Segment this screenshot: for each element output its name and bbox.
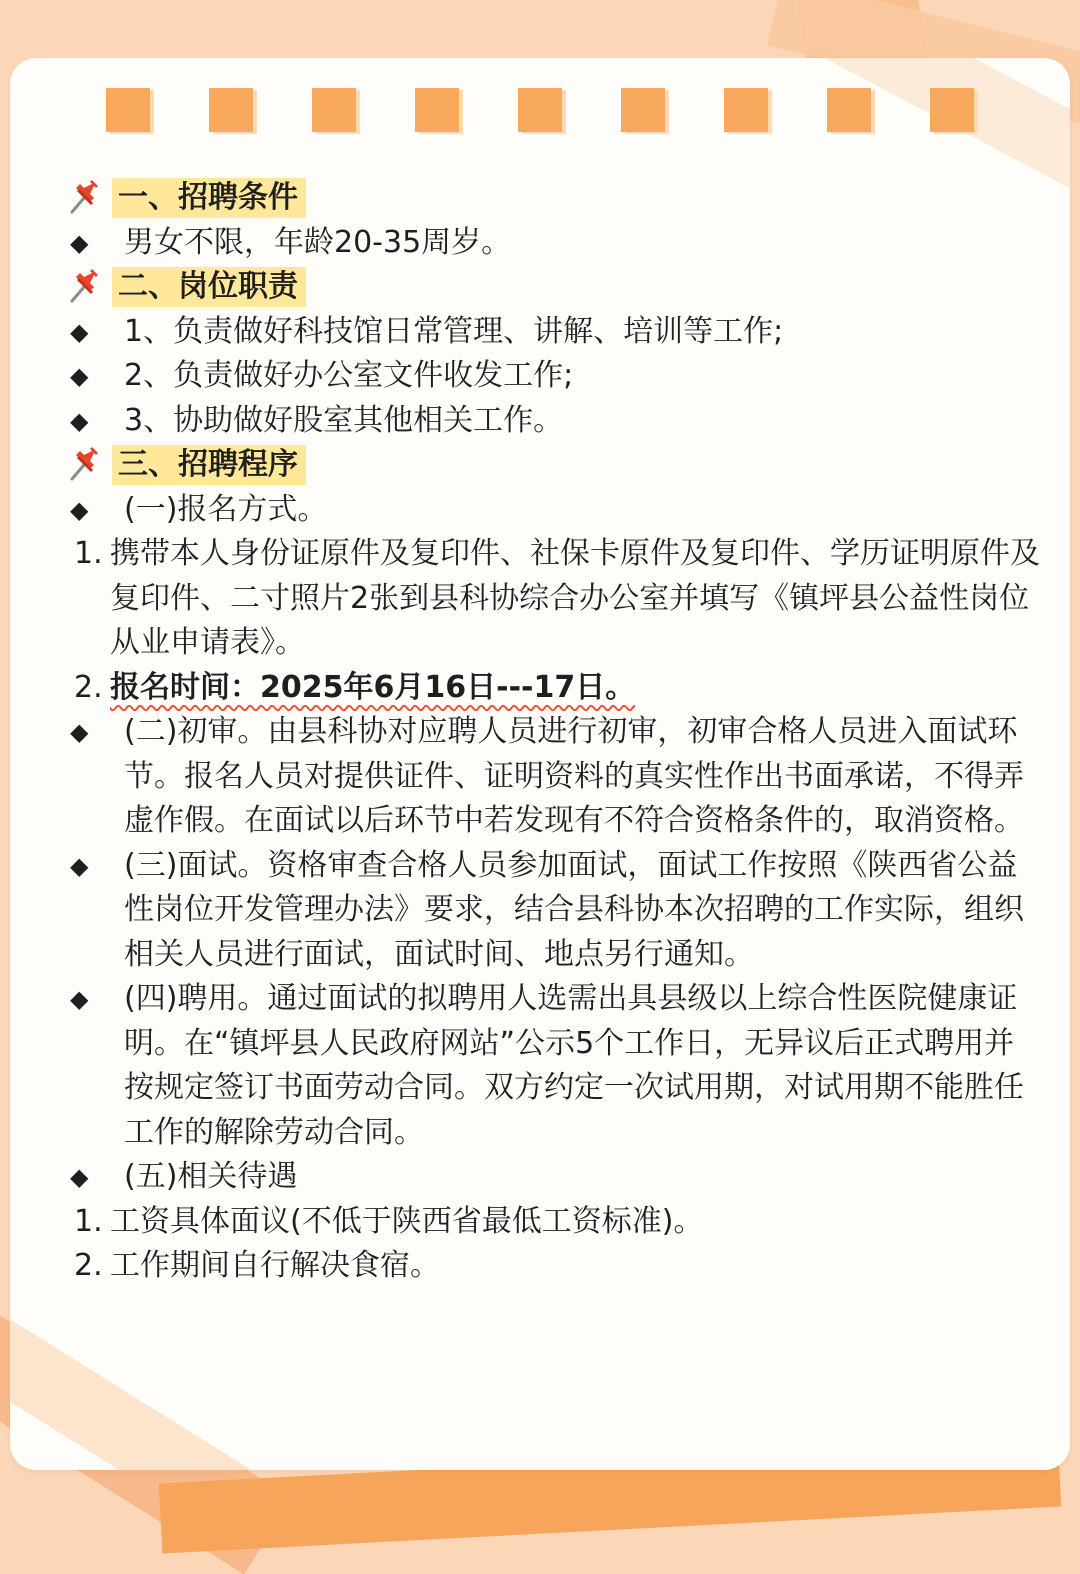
- paper-decor-stripe: [10, 1303, 273, 1470]
- numbered-item: 1. 工资具体面议(不低于陕西省最低工资标准)。: [62, 1200, 1042, 1245]
- item-number: 2.: [74, 1248, 103, 1283]
- section-heading: [62, 176, 1042, 221]
- section-title: 一、招聘条件: [112, 178, 306, 218]
- numbered-item: 1. 携带本人身份证原件及复印件、社保卡原件及复印件、学历证明原件及复印件、二寸照片2张到县科协综合办公室并填写《镇坪县公益性岗位从业申请表》。: [62, 532, 1042, 666]
- pushpin-icon: [64, 445, 104, 485]
- section-heading: [62, 265, 1042, 310]
- diamond-bullet-icon: ◆: [70, 718, 89, 746]
- list-item: ◆ 3、协助做好股室其他相关工作。: [62, 399, 1042, 444]
- section-title: 三、招聘程序: [112, 445, 306, 485]
- item-number: 1.: [74, 1203, 103, 1239]
- diamond-bullet-icon: ◆: [70, 362, 89, 390]
- list-item: ◆ (五)相关待遇: [62, 1155, 1042, 1200]
- list-item: ◆ 2、负责做好办公室文件收发工作;: [62, 354, 1042, 399]
- pushpin-icon: [64, 267, 104, 307]
- section-title: 二、岗位职责: [112, 267, 306, 307]
- binder-tab-icon: [312, 88, 356, 132]
- pushpin-icon: [64, 178, 104, 218]
- section-heading: [62, 443, 1042, 488]
- binder-tab-icon: [518, 88, 562, 132]
- diamond-bullet-icon: ◆: [70, 985, 89, 1013]
- numbered-item: [62, 666, 1042, 711]
- list-item: ◆ 1、负责做好科技馆日常管理、讲解、培训等工作;: [62, 310, 1042, 355]
- binder-tab-icon: [106, 88, 150, 132]
- diamond-bullet-icon: ◆: [70, 851, 89, 880]
- list-item: ◆ (一)报名方式。: [62, 488, 1042, 533]
- binder-tab-icon: [415, 88, 459, 132]
- list-item: ◆ (三)面试。资格审查合格人员参加面试，面试工作按照《陕西省公益性岗位开发管理办法》要求，结合县科协本次招聘的工作实际，组织相关人员进行面试，面试时间、地点另行通知。: [62, 844, 1042, 978]
- diamond-bullet-icon: ◆: [70, 406, 89, 435]
- list-item: ◆ 男女不限，年龄20-35周岁。: [62, 221, 1042, 266]
- binder-tab-icon: [930, 88, 974, 132]
- document-body: [62, 176, 1042, 1289]
- binder-tab-icon: [827, 88, 871, 132]
- notebook-page: [10, 58, 1070, 1470]
- binder-tabs: [106, 88, 986, 134]
- diamond-bullet-icon: ◆: [70, 228, 89, 257]
- diamond-bullet-icon: ◆: [70, 317, 89, 346]
- registration-time: 报名时间：2025年6月16日---17日。: [110, 669, 636, 705]
- item-number: 2.: [74, 669, 103, 705]
- binder-tab-icon: [621, 88, 665, 132]
- binder-tab-icon: [209, 88, 253, 132]
- item-number: 1.: [74, 536, 103, 571]
- diamond-bullet-icon: ◆: [70, 495, 89, 524]
- binder-tab-icon: [724, 88, 768, 132]
- list-item: ◆ (四)聘用。通过面试的拟聘用人选需出具县级以上综合性医院健康证明。在“镇坪县人民政府网站”公示5个工作日，无异议后正式聘用并按规定签订书面劳动合同。双方约定一次试用期，对试用期不能胜任工作的解除劳动合同。: [62, 977, 1042, 1155]
- list-item: ◆ (二)初审。由县科协对应聘人员进行初审，初审合格人员进入面试环节。报名人员对提供证件、证明资料的真实性作出书面承诺，不得弄虚作假。在面试以后环节中若发现有不符合资格条件的，取消资格。: [62, 710, 1042, 844]
- diamond-bullet-icon: ◆: [70, 1163, 89, 1191]
- numbered-item: 2. 工作期间自行解决食宿。: [62, 1244, 1042, 1289]
